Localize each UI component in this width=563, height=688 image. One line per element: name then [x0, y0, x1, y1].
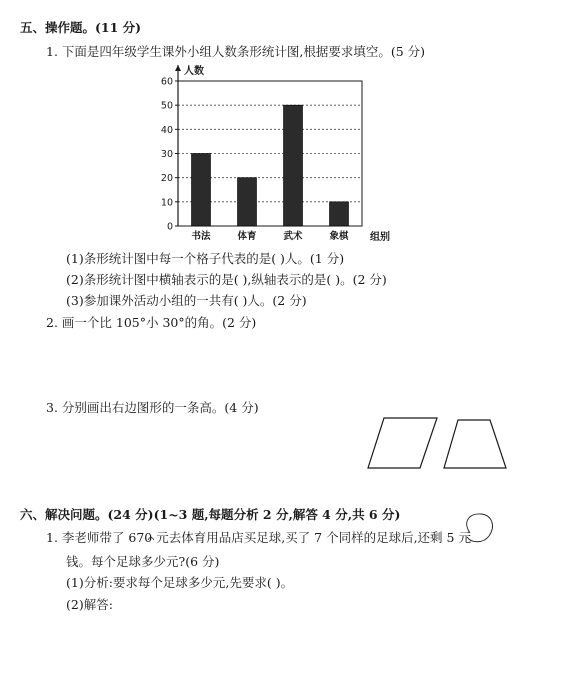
q1-prompt: 1. 下面是四年级学生课外小组人数条形统计图,根据要求填空。(5 分): [46, 44, 426, 59]
y-tick-label: 30: [160, 149, 173, 160]
y-axis-arrow: [175, 65, 181, 71]
q1-sub2: (2)条形统计图中横轴表示的是( ),纵轴表示的是( )。(2 分): [66, 272, 387, 287]
bar: [330, 202, 349, 226]
parallelogram-shape: [368, 418, 437, 468]
s6-q1-line2: 钱。每个足球多少元?(6 分): [66, 554, 220, 569]
x-tick-label: 象棋: [329, 231, 349, 242]
x-axis-label: 组别: [370, 232, 390, 243]
y-tick-label: 20: [160, 173, 173, 185]
q3-prompt: 3. 分别画出右边图形的一条高。(4 分): [46, 400, 259, 415]
s6-answer: (2)解答:: [66, 597, 113, 612]
s6-q1-line1: 1. 李老师带了 670 元去体育用品店买足球,买了 7 个同样的足球后,还剩 5 元: [46, 530, 471, 545]
y-tick-label: 40: [160, 124, 173, 136]
q2-prompt: 2. 画一个比 105°小 30°的角。(2 分): [46, 315, 257, 330]
x-tick-label: 书法: [191, 231, 211, 242]
y-axis-label: 人数: [184, 66, 204, 77]
bar: [284, 105, 303, 226]
y-tick-label: 10: [160, 197, 173, 209]
q1-sub3: (3)参加课外活动小组的一共有( )人。(2 分): [66, 293, 307, 308]
s6-analysis: (1)分析:要求每个足球多少元,先要求( )。: [66, 575, 294, 590]
q1-sub1: (1)条形统计图中每一个格子代表的是( )人。(1 分): [66, 251, 345, 266]
y-tick-label: 60: [160, 76, 173, 88]
y-tick-label: 50: [160, 100, 173, 112]
bar: [238, 178, 257, 226]
section5-heading: 五、操作题。(11 分): [20, 20, 142, 35]
x-tick-label: 武术: [283, 231, 303, 242]
y-tick-label: 0: [166, 221, 173, 233]
trapezoid-shape: [444, 420, 506, 468]
chart-frame: [178, 81, 362, 226]
bar: [192, 154, 211, 227]
x-tick-label: 体育: [237, 231, 257, 242]
section6-heading: 六、解决问题。(24 分)(1~3 题,每题分析 2 分,解答 4 分,共 6 分): [20, 507, 401, 522]
